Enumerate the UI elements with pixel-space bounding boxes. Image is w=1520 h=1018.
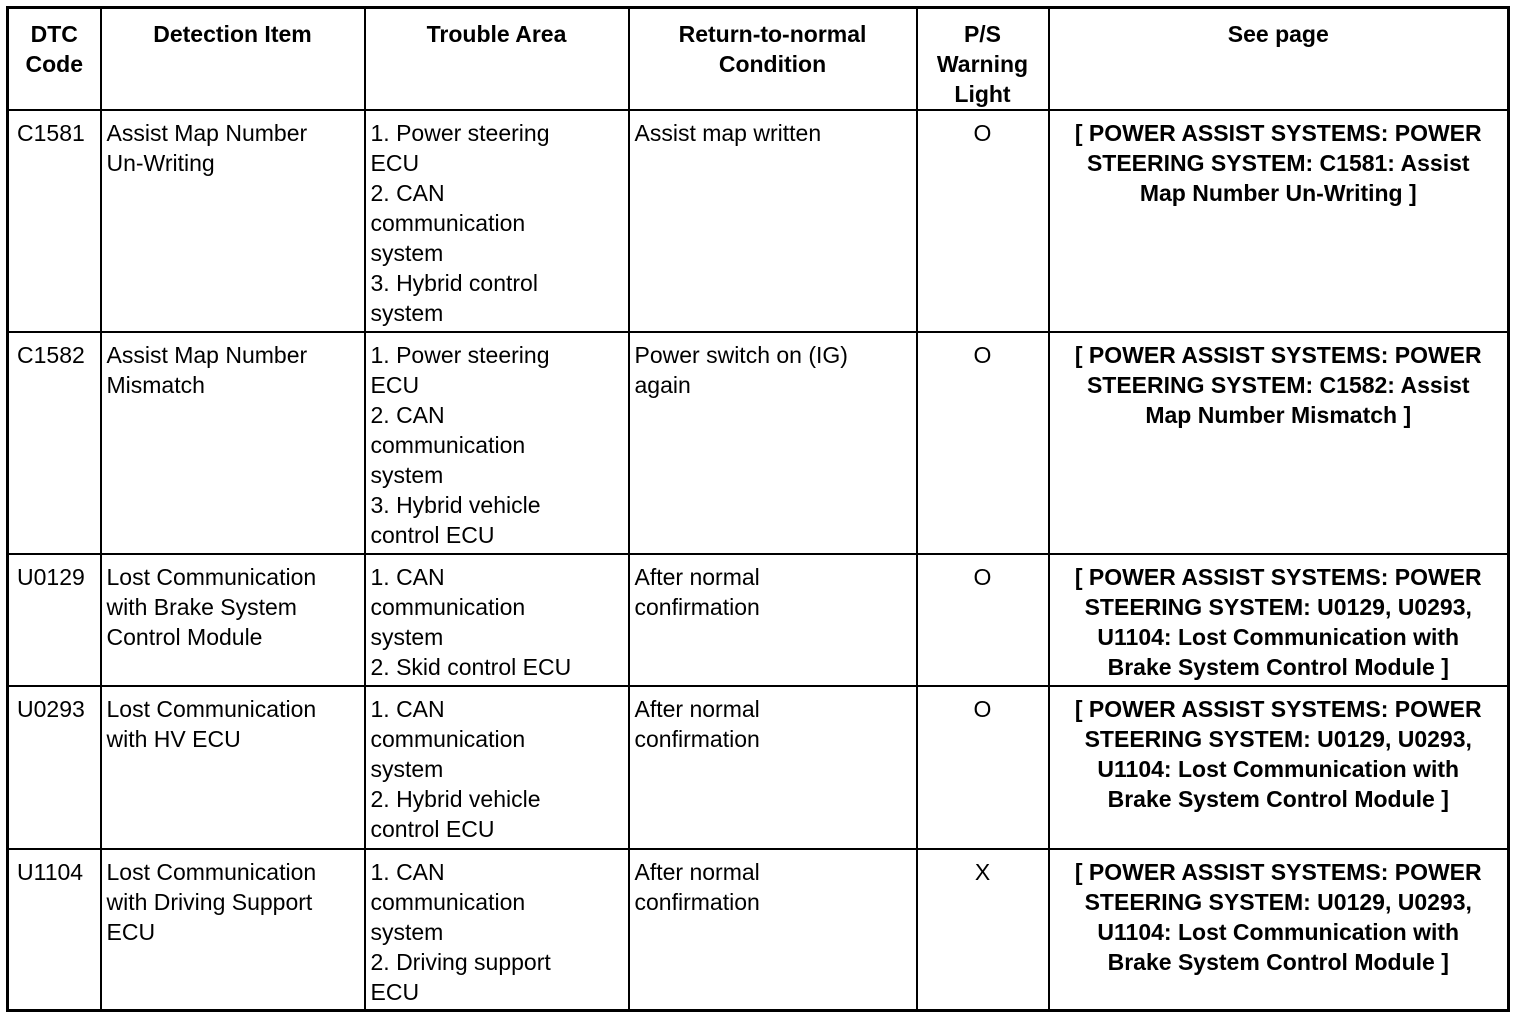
- see-page-link[interactable]: [ POWER ASSIST SYSTEMS: POWER STEERING SYSTEM: U0129, U0293, U1104: Lost Communication with Brake System Control Module ]: [1049, 554, 1509, 686]
- dtc-code-cell: C1582: [8, 332, 101, 554]
- trouble-area-cell: 1. Power steering ECU 2. CAN communication system 3. Hybrid vehicle control ECU: [365, 332, 629, 554]
- trouble-area-cell: 1. CAN communication system 2. Driving support ECU: [365, 849, 629, 1011]
- return-condition-cell: After normal confirmation: [629, 554, 917, 686]
- warning-light-cell: O: [917, 332, 1049, 554]
- trouble-area-cell: 1. CAN communication system 2. Hybrid vehicle control ECU: [365, 686, 629, 849]
- warning-light-cell: X: [917, 849, 1049, 1011]
- header-warning-light: P/S Warning Light: [917, 8, 1049, 111]
- header-trouble-area: Trouble Area: [365, 8, 629, 111]
- table-row: [8, 332, 1509, 554]
- see-page-link[interactable]: [ POWER ASSIST SYSTEMS: POWER STEERING SYSTEM: C1582: Assist Map Number Mismatch ]: [1049, 332, 1509, 554]
- detection-item-cell: Lost Communication with Brake System Control Module: [101, 554, 365, 686]
- header-detection-item: Detection Item: [101, 8, 365, 111]
- trouble-area-cell: 1. CAN communication system 2. Skid control ECU: [365, 554, 629, 686]
- detection-item-cell: Lost Communication with HV ECU: [101, 686, 365, 849]
- dtc-code-cell: U0293: [8, 686, 101, 849]
- return-condition-cell: Assist map written: [629, 110, 917, 332]
- warning-light-cell: O: [917, 110, 1049, 332]
- return-condition-cell: After normal confirmation: [629, 849, 917, 1011]
- detection-item-cell: Assist Map Number Un-Writing: [101, 110, 365, 332]
- table-header-row: [8, 8, 1509, 111]
- see-page-link[interactable]: [ POWER ASSIST SYSTEMS: POWER STEERING SYSTEM: C1581: Assist Map Number Un-Writing ]: [1049, 110, 1509, 332]
- table-row: [8, 110, 1509, 332]
- dtc-code-cell: U0129: [8, 554, 101, 686]
- return-condition-cell: After normal confirmation: [629, 686, 917, 849]
- table-row: [8, 849, 1509, 1011]
- dtc-code-cell: C1581: [8, 110, 101, 332]
- see-page-link[interactable]: [ POWER ASSIST SYSTEMS: POWER STEERING SYSTEM: U0129, U0293, U1104: Lost Communication with Brake System Control Module ]: [1049, 849, 1509, 1011]
- detection-item-cell: Assist Map Number Mismatch: [101, 332, 365, 554]
- table-row: [8, 686, 1509, 849]
- warning-light-cell: O: [917, 686, 1049, 849]
- warning-light-cell: O: [917, 554, 1049, 686]
- detection-item-cell: Lost Communication with Driving Support ECU: [101, 849, 365, 1011]
- header-return-condition: Return-to-normal Condition: [629, 8, 917, 111]
- table-row: [8, 554, 1509, 686]
- return-condition-cell: Power switch on (IG) again: [629, 332, 917, 554]
- see-page-link[interactable]: [ POWER ASSIST SYSTEMS: POWER STEERING SYSTEM: U0129, U0293, U1104: Lost Communication with Brake System Control Module ]: [1049, 686, 1509, 849]
- header-dtc-code: DTC Code: [8, 8, 101, 111]
- dtc-code-cell: U1104: [8, 849, 101, 1011]
- header-see-page: See page: [1049, 8, 1509, 111]
- dtc-table: [6, 6, 1510, 1012]
- trouble-area-cell: 1. Power steering ECU 2. CAN communication system 3. Hybrid control system: [365, 110, 629, 332]
